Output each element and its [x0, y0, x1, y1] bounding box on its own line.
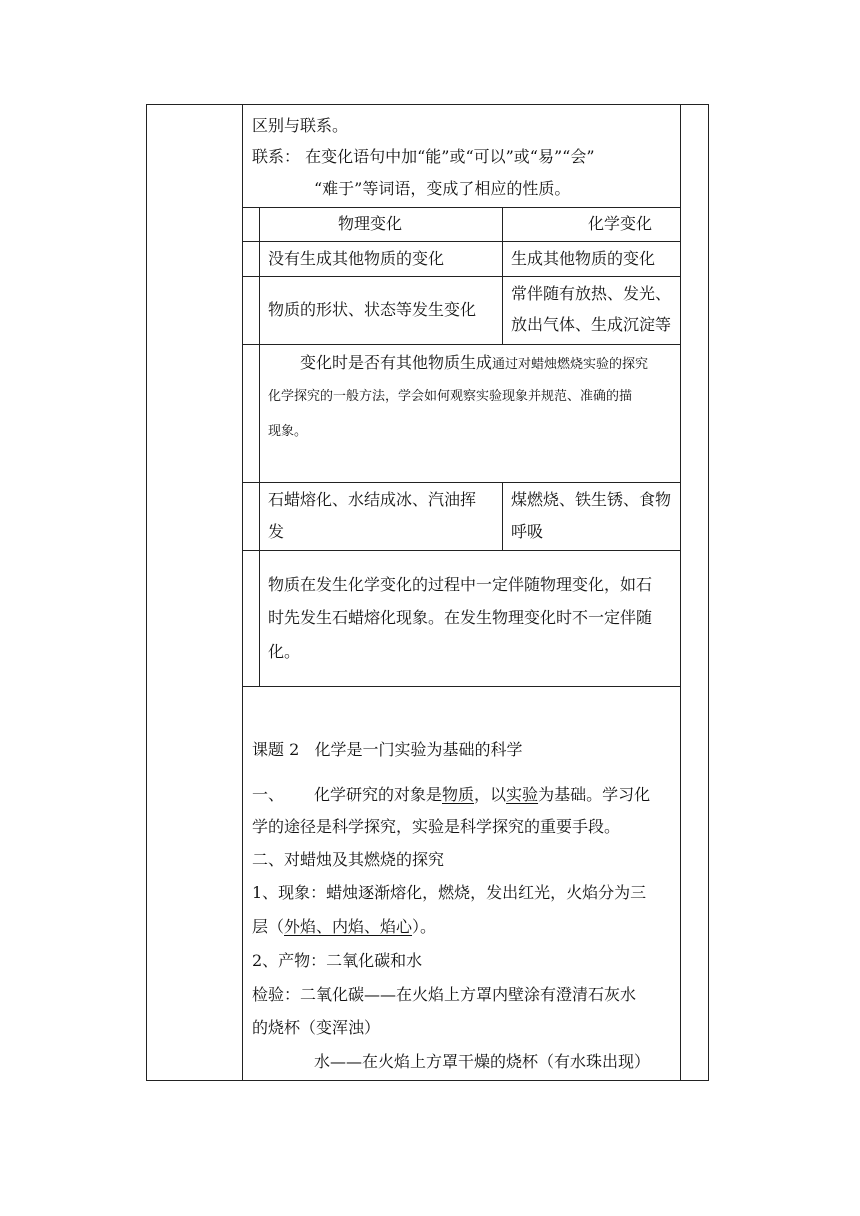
outer-top-border [146, 104, 709, 105]
header-chemical-clip [503, 208, 680, 242]
criterion-clip [260, 345, 680, 482]
phenomenon-text-a: 层（ [252, 917, 285, 936]
phenomenon-line-2 [252, 917, 436, 937]
outer-col-divider-1 [242, 104, 243, 1081]
section1-line-1 [314, 785, 650, 805]
relation-line-1: 物质在发生化学变化的过程中一定伴随物理变化，如石 [268, 575, 653, 594]
inner-table-bottom [242, 686, 680, 687]
outer-bottom-border [146, 1080, 709, 1081]
relation-line-2: 时先发生石蜡熔化现象。在发生物理变化时不一定伴随 [268, 608, 653, 627]
examples-physical-line-2: 发 [268, 522, 285, 541]
outer-left-border [146, 104, 147, 1081]
examples-physical-line-1: 石蜡熔化、水结成冰、汽油挥 [268, 490, 477, 509]
section1-underline-matter: 物质 [442, 785, 475, 804]
criterion-note-3: 现象。 [268, 424, 308, 439]
relation-line-3: 化。 [268, 642, 301, 661]
criterion-note-2: 化学探究的一般方法，学会如何观察实验现象并规范、准确的描 [268, 389, 633, 404]
section1-text-a: 化学研究的对象是 [314, 785, 443, 804]
features-chemical-clip [503, 277, 680, 344]
section1-line-2: 学的途径是科学探究，实验是科学探究的重要手段。 [252, 817, 621, 836]
features-physical: 物质的形状、状态等发生变化 [268, 300, 477, 319]
examples-chemical-line-2: 呼吸 [511, 522, 544, 541]
section1-text-c: 为基础。学习化 [538, 785, 651, 804]
intro-line-1: 区别与联系。 [252, 116, 349, 135]
section1-prefix: 一、 [252, 785, 285, 804]
criterion-note-1: 通过对蜡烛燃烧实验的探究 [492, 357, 649, 372]
test-line-2: 的烧杯（变浑浊） [252, 1018, 381, 1037]
features-chemical-line-1: 常伴随有放热、发光、 [511, 284, 672, 303]
definition-chemical: 生成其他物质的变化 [511, 249, 656, 268]
definition-physical: 没有生成其他物质的变化 [268, 249, 445, 268]
section2-title: 二、对蜡烛及其燃烧的探究 [252, 850, 445, 869]
features-chemical-line-2: 放出气体、生成沉淀等 [511, 315, 672, 334]
relation-clip [260, 551, 680, 686]
section1-text-b: ，以 [474, 785, 507, 804]
examples-chemical-line-1: 煤燃烧、铁生锈、食物 [511, 490, 672, 509]
header-physical-change: 物理变化 [338, 214, 403, 233]
phenomenon-text-b: ）。 [412, 917, 437, 936]
intro-line-3: “难于”等词语，变成了相应的性质。 [314, 179, 571, 198]
outer-col-divider-2 [680, 104, 681, 1081]
flame-layers-underline: 外焰、内焰、焰心 [284, 917, 413, 936]
criterion-line-1 [300, 353, 648, 375]
header-chemical-change: 化学变化 [588, 214, 653, 233]
section1-underline-experiment: 实验 [506, 785, 539, 804]
examples-chemical-clip [503, 483, 680, 550]
test-line-3: 水——在火焰上方罩干燥的烧杯（有水珠出现） [314, 1052, 651, 1071]
intro-line-2: 联系： 在变化语句中加“能”或“可以”或“易”“会” [252, 147, 595, 166]
phenomenon-line-1: 1、现象：蜡烛逐渐熔化，燃烧，发出红光，火焰分为三 [252, 883, 647, 902]
lesson2-title: 课题 2 化学是一门实验为基础的科学 [252, 740, 523, 759]
test-line-1: 检验：二氧化碳——在火焰上方罩内壁涂有澄清石灰水 [252, 985, 637, 1004]
criterion-main: 变化时是否有其他物质生成 [300, 353, 493, 372]
outer-right-border [708, 104, 709, 1081]
products-line: 2、产物：二氧化碳和水 [252, 951, 423, 970]
